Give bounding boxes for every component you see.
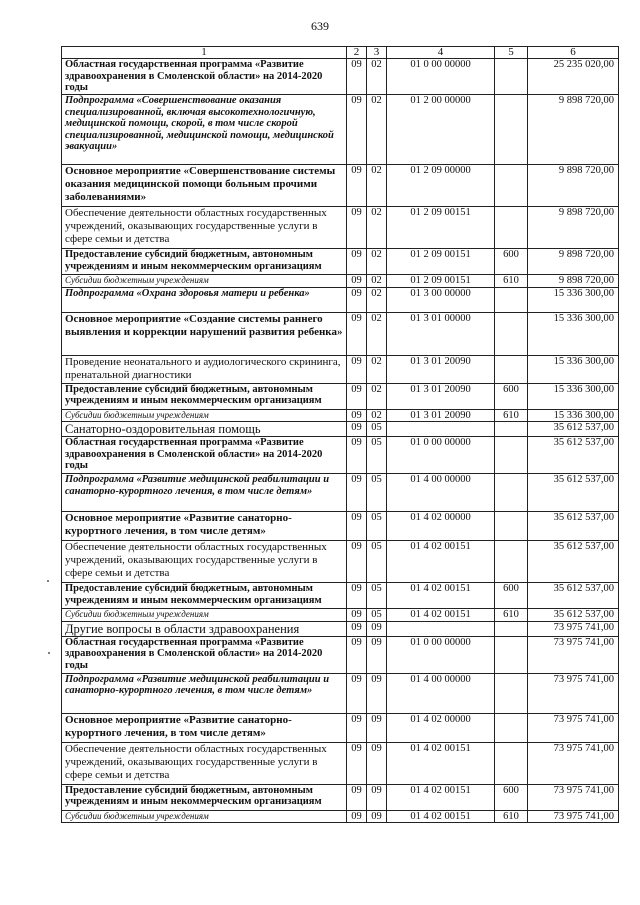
row-target-article-cell: 01 4 00 00000 xyxy=(387,673,495,713)
header-col-2: 2 xyxy=(347,47,367,59)
page-number: 639 xyxy=(311,19,329,33)
row-section-cell: 09 xyxy=(347,512,367,541)
row-amount-cell: 15 336 300,00 xyxy=(528,409,619,422)
row-name-cell: Субсидии бюджетным учреждениям xyxy=(62,810,347,823)
row-amount-cell: 73 975 741,00 xyxy=(528,713,619,742)
row-section-cell: 09 xyxy=(347,275,367,288)
table-row xyxy=(62,287,619,312)
row-subsection-cell: 05 xyxy=(367,541,387,583)
scan-speck xyxy=(47,580,49,582)
row-expense-type-cell xyxy=(495,541,528,583)
table-row xyxy=(62,275,619,288)
row-section-cell: 09 xyxy=(347,609,367,622)
row-target-article-cell: 01 2 09 00151 xyxy=(387,207,495,249)
header-row xyxy=(62,47,619,59)
row-target-article-cell: 01 0 00 00000 xyxy=(387,59,495,95)
table-row xyxy=(62,583,619,609)
row-subsection-cell: 09 xyxy=(367,673,387,713)
row-name-cell: Предоставление субсидий бюджетным, автономным учреждениям и иным некоммерческим организациям xyxy=(62,583,347,609)
row-section-cell: 09 xyxy=(347,810,367,823)
header-col-3: 3 xyxy=(367,47,387,59)
row-amount-cell: 9 898 720,00 xyxy=(528,249,619,275)
row-expense-type-cell xyxy=(495,355,528,383)
row-expense-type-cell: 600 xyxy=(495,583,528,609)
row-amount-cell: 73 975 741,00 xyxy=(528,636,619,673)
table-row xyxy=(62,422,619,437)
row-name-cell: Обеспечение деятельности областных государственных учреждений, оказывающих государственные услуги в сфере семьи и детства xyxy=(62,541,347,583)
row-subsection-cell: 05 xyxy=(367,474,387,512)
row-amount-cell: 73 975 741,00 xyxy=(528,784,619,810)
row-expense-type-cell xyxy=(495,512,528,541)
row-subsection-cell: 02 xyxy=(367,249,387,275)
row-section-cell: 09 xyxy=(347,784,367,810)
row-name-cell: Проведение неонатального и аудиологического скрининга, пренатальной диагностики xyxy=(62,355,347,383)
row-section-cell: 09 xyxy=(347,383,367,409)
row-target-article-cell: 01 2 00 00000 xyxy=(387,95,495,165)
table-row xyxy=(62,474,619,512)
row-amount-cell: 9 898 720,00 xyxy=(528,95,619,165)
row-amount-cell: 35 612 537,00 xyxy=(528,437,619,474)
row-amount-cell: 9 898 720,00 xyxy=(528,207,619,249)
row-amount-cell: 73 975 741,00 xyxy=(528,621,619,636)
row-amount-cell: 73 975 741,00 xyxy=(528,742,619,784)
table-row xyxy=(62,437,619,474)
row-expense-type-cell xyxy=(495,165,528,207)
row-expense-type-cell: 600 xyxy=(495,249,528,275)
scan-speck xyxy=(48,652,50,654)
table-row xyxy=(62,810,619,823)
row-section-cell: 09 xyxy=(347,713,367,742)
row-target-article-cell: 01 4 02 00000 xyxy=(387,713,495,742)
row-section-cell: 09 xyxy=(347,673,367,713)
table-row xyxy=(62,621,619,636)
row-expense-type-cell xyxy=(495,621,528,636)
row-expense-type-cell xyxy=(495,95,528,165)
row-name-cell: Другие вопросы в области здравоохранения xyxy=(62,621,347,636)
table-row xyxy=(62,609,619,622)
row-name-cell: Субсидии бюджетным учреждениям xyxy=(62,609,347,622)
row-subsection-cell: 09 xyxy=(367,784,387,810)
row-expense-type-cell xyxy=(495,673,528,713)
budget-table xyxy=(61,46,619,823)
row-expense-type-cell xyxy=(495,636,528,673)
row-amount-cell: 9 898 720,00 xyxy=(528,275,619,288)
table-row xyxy=(62,165,619,207)
row-amount-cell: 25 235 020,00 xyxy=(528,59,619,95)
row-section-cell: 09 xyxy=(347,437,367,474)
row-expense-type-cell: 610 xyxy=(495,810,528,823)
row-target-article-cell: 01 4 02 00151 xyxy=(387,583,495,609)
row-name-cell: Областная государственная программа «Развитие здравоохранения в Смоленской области» на 2014-2020 годы xyxy=(62,59,347,95)
table-row xyxy=(62,249,619,275)
row-amount-cell: 35 612 537,00 xyxy=(528,609,619,622)
row-name-cell: Основное мероприятие «Создание системы раннего выявления и коррекции нарушений развития ребенка» xyxy=(62,312,347,355)
row-name-cell: Предоставление субсидий бюджетным, автономным учреждениям и иным некоммерческим организациям xyxy=(62,784,347,810)
row-name-cell: Подпрограмма «Охрана здоровья матери и ребенка» xyxy=(62,287,347,312)
row-subsection-cell: 09 xyxy=(367,713,387,742)
table-row xyxy=(62,95,619,165)
row-subsection-cell: 09 xyxy=(367,742,387,784)
row-name-cell: Основное мероприятие «Развитие санаторно-курортного лечения, в том числе детям» xyxy=(62,512,347,541)
row-name-cell: Обеспечение деятельности областных государственных учреждений, оказывающих государственные услуги в сфере семьи и детства xyxy=(62,742,347,784)
row-target-article-cell: 01 4 02 00000 xyxy=(387,512,495,541)
row-target-article-cell: 01 3 01 20090 xyxy=(387,383,495,409)
table-row xyxy=(62,636,619,673)
row-subsection-cell: 02 xyxy=(367,383,387,409)
row-name-cell: Областная государственная программа «Развитие здравоохранения в Смоленской области» на 2014-2020 годы xyxy=(62,636,347,673)
row-amount-cell: 73 975 741,00 xyxy=(528,810,619,823)
row-section-cell: 09 xyxy=(347,287,367,312)
row-amount-cell: 15 336 300,00 xyxy=(528,355,619,383)
row-subsection-cell: 09 xyxy=(367,810,387,823)
row-target-article-cell: 01 2 09 00151 xyxy=(387,275,495,288)
row-section-cell: 09 xyxy=(347,636,367,673)
row-subsection-cell: 09 xyxy=(367,636,387,673)
row-amount-cell: 35 612 537,00 xyxy=(528,422,619,437)
row-expense-type-cell xyxy=(495,474,528,512)
row-subsection-cell: 02 xyxy=(367,355,387,383)
row-subsection-cell: 02 xyxy=(367,207,387,249)
row-name-cell: Основное мероприятие «Развитие санаторно-курортного лечения, в том числе детям» xyxy=(62,713,347,742)
row-subsection-cell: 05 xyxy=(367,422,387,437)
row-section-cell: 09 xyxy=(347,409,367,422)
row-section-cell: 09 xyxy=(347,355,367,383)
budget-table-body xyxy=(62,47,619,823)
row-expense-type-cell: 610 xyxy=(495,609,528,622)
row-subsection-cell: 02 xyxy=(367,409,387,422)
row-section-cell: 09 xyxy=(347,474,367,512)
row-amount-cell: 35 612 537,00 xyxy=(528,512,619,541)
row-section-cell: 09 xyxy=(347,207,367,249)
row-expense-type-cell xyxy=(495,287,528,312)
row-subsection-cell: 02 xyxy=(367,59,387,95)
row-amount-cell: 35 612 537,00 xyxy=(528,474,619,512)
row-subsection-cell: 02 xyxy=(367,165,387,207)
row-expense-type-cell: 610 xyxy=(495,275,528,288)
row-target-article-cell: 01 2 09 00000 xyxy=(387,165,495,207)
row-expense-type-cell: 600 xyxy=(495,784,528,810)
row-name-cell: Предоставление субсидий бюджетным, автономным учреждениям и иным некоммерческим организациям xyxy=(62,249,347,275)
row-target-article-cell: 01 4 02 00151 xyxy=(387,810,495,823)
row-section-cell: 09 xyxy=(347,165,367,207)
row-amount-cell: 35 612 537,00 xyxy=(528,541,619,583)
row-target-article-cell: 01 2 09 00151 xyxy=(387,249,495,275)
table-row xyxy=(62,713,619,742)
row-expense-type-cell xyxy=(495,422,528,437)
row-section-cell: 09 xyxy=(347,541,367,583)
row-section-cell: 09 xyxy=(347,583,367,609)
table-row xyxy=(62,409,619,422)
row-section-cell: 09 xyxy=(347,59,367,95)
row-amount-cell: 15 336 300,00 xyxy=(528,312,619,355)
row-target-article-cell: 01 4 02 00151 xyxy=(387,541,495,583)
header-col-4: 4 xyxy=(387,47,495,59)
row-amount-cell: 73 975 741,00 xyxy=(528,673,619,713)
row-name-cell: Областная государственная программа «Развитие здравоохранения в Смоленской области» на 2014-2020 годы xyxy=(62,437,347,474)
row-expense-type-cell xyxy=(495,713,528,742)
row-subsection-cell: 02 xyxy=(367,95,387,165)
row-subsection-cell: 05 xyxy=(367,512,387,541)
table-row xyxy=(62,355,619,383)
row-name-cell: Обеспечение деятельности областных государственных учреждений, оказывающих государственные услуги в сфере семьи и детства xyxy=(62,207,347,249)
row-amount-cell: 9 898 720,00 xyxy=(528,165,619,207)
table-row xyxy=(62,742,619,784)
row-section-cell: 09 xyxy=(347,312,367,355)
row-target-article-cell: 01 4 00 00000 xyxy=(387,474,495,512)
row-expense-type-cell: 610 xyxy=(495,409,528,422)
row-target-article-cell: 01 4 02 00151 xyxy=(387,742,495,784)
row-target-article-cell: 01 4 02 00151 xyxy=(387,784,495,810)
row-expense-type-cell xyxy=(495,312,528,355)
table-row xyxy=(62,207,619,249)
table-row xyxy=(62,383,619,409)
row-target-article-cell: 01 3 00 00000 xyxy=(387,287,495,312)
table-row xyxy=(62,312,619,355)
table-row xyxy=(62,512,619,541)
row-target-article-cell: 01 0 00 00000 xyxy=(387,437,495,474)
row-target-article-cell: 01 3 01 20090 xyxy=(387,355,495,383)
row-subsection-cell: 02 xyxy=(367,312,387,355)
row-amount-cell: 15 336 300,00 xyxy=(528,383,619,409)
row-target-article-cell: 01 0 00 00000 xyxy=(387,636,495,673)
row-target-article-cell xyxy=(387,621,495,636)
row-subsection-cell: 05 xyxy=(367,583,387,609)
row-expense-type-cell xyxy=(495,742,528,784)
row-target-article-cell xyxy=(387,422,495,437)
header-col-5: 5 xyxy=(495,47,528,59)
row-subsection-cell: 09 xyxy=(367,621,387,636)
row-section-cell: 09 xyxy=(347,742,367,784)
row-name-cell: Подпрограмма «Совершенствование оказания специализированной, включая высокотехнологичную, медицинской помощи, скорой, в том числе скорой специализированной, медицинской помощи, медицинской эвакуации» xyxy=(62,95,347,165)
row-name-cell: Субсидии бюджетным учреждениям xyxy=(62,409,347,422)
row-amount-cell: 15 336 300,00 xyxy=(528,287,619,312)
row-subsection-cell: 02 xyxy=(367,275,387,288)
row-target-article-cell: 01 3 01 20090 xyxy=(387,409,495,422)
row-target-article-cell: 01 3 01 00000 xyxy=(387,312,495,355)
header-col-1: 1 xyxy=(62,47,347,59)
table-row xyxy=(62,673,619,713)
row-name-cell: Подпрограмма «Развитие медицинской реабилитации и санаторно-курортного лечения, в том числе детям» xyxy=(62,474,347,512)
table-row xyxy=(62,784,619,810)
row-amount-cell: 35 612 537,00 xyxy=(528,583,619,609)
row-section-cell: 09 xyxy=(347,621,367,636)
row-name-cell: Санаторно-оздоровительная помощь xyxy=(62,422,347,437)
row-name-cell: Предоставление субсидий бюджетным, автономным учреждениям и иным некоммерческим организациям xyxy=(62,383,347,409)
table-row xyxy=(62,541,619,583)
row-target-article-cell: 01 4 02 00151 xyxy=(387,609,495,622)
row-expense-type-cell xyxy=(495,59,528,95)
row-expense-type-cell xyxy=(495,207,528,249)
table-row xyxy=(62,59,619,95)
row-subsection-cell: 02 xyxy=(367,287,387,312)
row-section-cell: 09 xyxy=(347,249,367,275)
row-name-cell: Подпрограмма «Развитие медицинской реабилитации и санаторно-курортного лечения, в том числе детям» xyxy=(62,673,347,713)
row-name-cell: Основное мероприятие «Совершенствование системы оказания медицинской помощи больным прочими заболеваниями» xyxy=(62,165,347,207)
row-subsection-cell: 05 xyxy=(367,609,387,622)
row-expense-type-cell xyxy=(495,437,528,474)
row-subsection-cell: 05 xyxy=(367,437,387,474)
row-expense-type-cell: 600 xyxy=(495,383,528,409)
row-name-cell: Субсидии бюджетным учреждениям xyxy=(62,275,347,288)
header-col-6: 6 xyxy=(528,47,619,59)
row-section-cell: 09 xyxy=(347,422,367,437)
row-section-cell: 09 xyxy=(347,95,367,165)
